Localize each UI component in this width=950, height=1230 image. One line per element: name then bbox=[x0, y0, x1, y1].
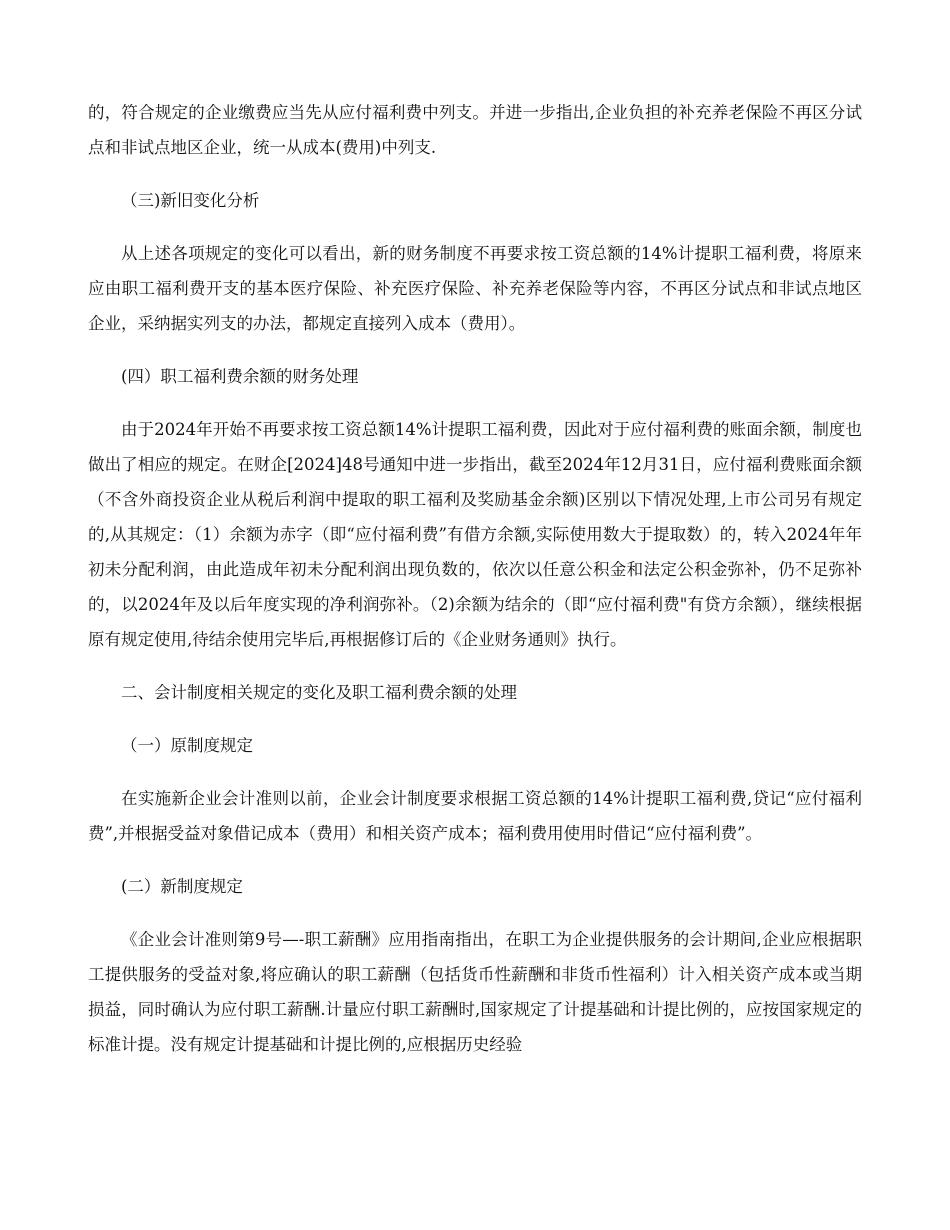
document-page bbox=[88, 95, 862, 1062]
paragraph-continuation: 的，符合规定的企业缴费应当先从应付福利费中列支。并进一步指出,企业负担的补充养老保险不再区分试点和非试点地区企业，统一从成本(费用)中列支. bbox=[88, 103, 862, 157]
paragraph-new-rules: 《企业会计准则第9号—-职工薪酬》应用指南指出，在职工为企业提供服务的会计期间,企业应根据职工提供服务的受益对象,将应确认的职工薪酬（包括货币性薪酬和非货币性福利）计入相关资产成本或当期损益，同时确认为应付职工薪酬.计量应付职工薪酬时,国家规定了计提基础和计提比例的，应按国家规定的标准计提。没有规定计提基础和计提比例的,应根据历史经验 bbox=[88, 930, 862, 1054]
section-heading-new-rules: (二）新制度规定 bbox=[121, 877, 243, 896]
paragraph-original-rules: 在实施新企业会计准则以前，企业会计制度要求根据工资总额的14%计提职工福利费,贷记“应付福利费”,并根据受益对象借记成本（费用）和相关资产成本；福利费用使用时借记“应付福利费”。 bbox=[88, 789, 862, 843]
paragraph-welfare-balance-treatment: 由于2024年开始不再要求按工资总额14%计提职工福利费，因此对于应付福利费的账面余额，制度也做出了相应的规定。在财企[2024]48号通知中进一步指出，截至2024年12月31日，应付福利费账面余额（不含外商投资企业从税后利润中提取的职工福利及奖励基金余额)区别以下情况处理,上市公司另有规定的,从其规定：（1）余额为赤字（即“应付福利费”有借方余额,实际使用数大于提取数）的，转入2024年年初未分配利润，由此造成年初未分配利润出现负数的，依次以任意公积金和法定公积金弥补，仍不足弥补的，以2024年及以后年度实现的净利润弥补。（2)余额为结余的（即“应付福利费"有贷方余额），继续根据原有规定使用,待结余使用完毕后,再根据修订后的《企业财务通则》执行。 bbox=[88, 420, 862, 649]
section-heading-original-rules: （一）原制度规定 bbox=[121, 736, 253, 755]
paragraph-change-analysis: 从上述各项规定的变化可以看出，新的财务制度不再要求按工资总额的14%计提职工福利费，将原来应由职工福利费开支的基本医疗保险、补充医疗保险、补充养老保险等内容，不再区分试点和非试点地区企业，采纳据实列支的办法，都规定直接列入成本（费用）。 bbox=[88, 244, 862, 333]
section-heading-welfare-balance: (四）职工福利费余额的财务处理 bbox=[121, 367, 359, 386]
section-heading-new-old-analysis: （三)新旧变化分析 bbox=[121, 191, 260, 210]
section-heading-accounting-system: 二、会计制度相关规定的变化及职工福利费余额的处理 bbox=[121, 683, 517, 702]
